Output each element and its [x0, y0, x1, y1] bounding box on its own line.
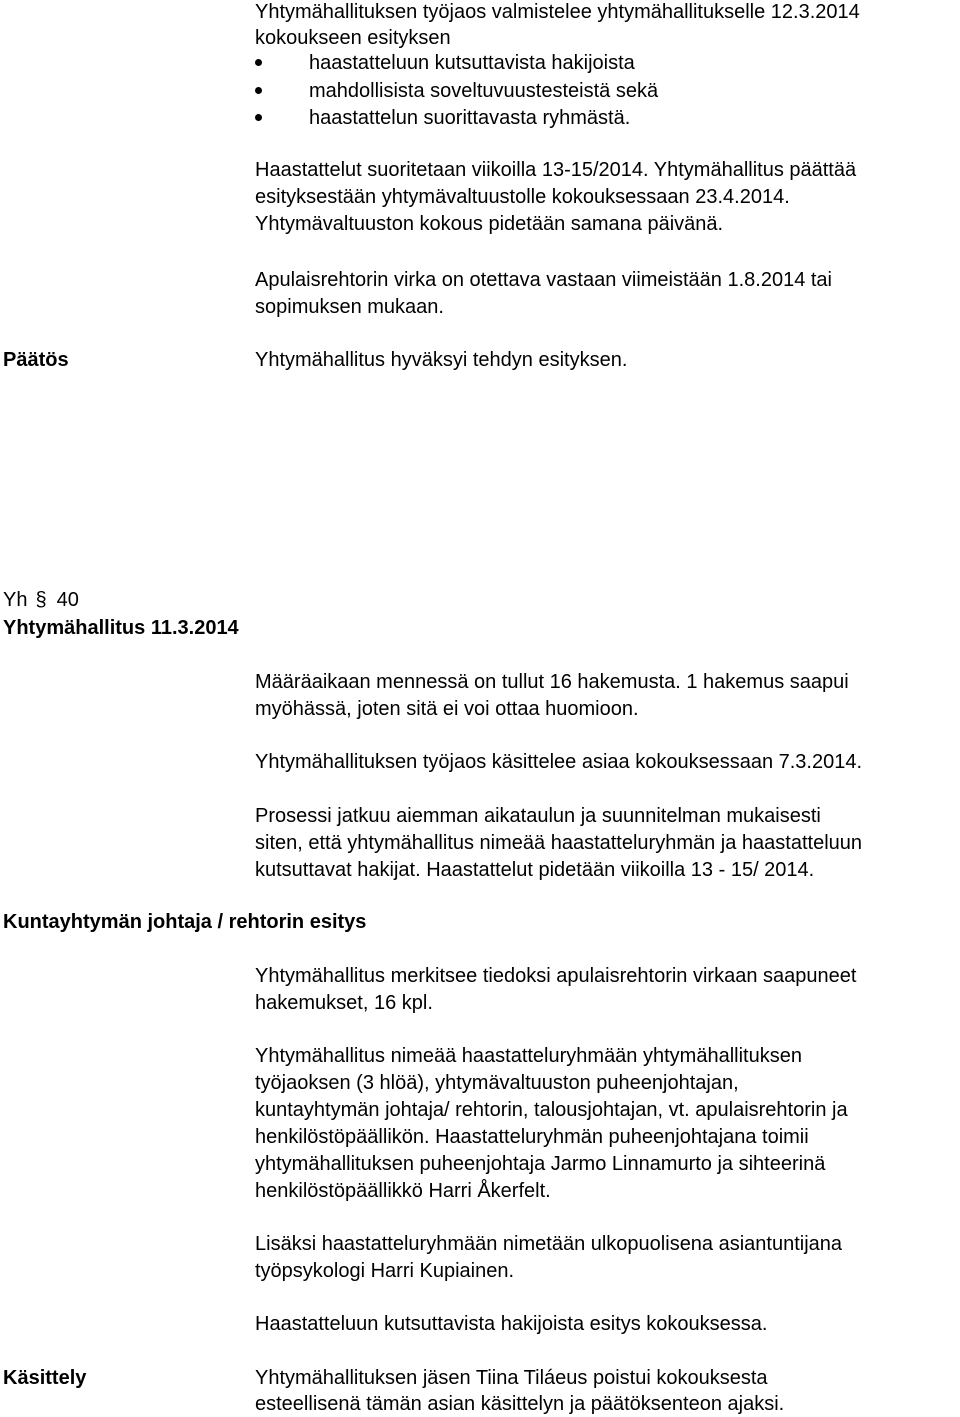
bullet-icon [255, 87, 262, 94]
body-date-heading: Yhtymähallitus 11.3.2014 [3, 617, 239, 639]
text-line: työpsykologi Harri Kupiainen. [255, 1260, 515, 1282]
text-line: työjaoksen (3 hlöä), yhtymävaltuuston puheenjohtajan, [255, 1072, 739, 1094]
text-line: Yhtymähallituksen työjaos käsittelee asiaa kokouksessaan 7.3.2014. [255, 751, 863, 773]
text-line: kuntayhtymän johtaja/ rehtorin, talousjohtajan, vt. apulaisrehtorin ja [255, 1099, 848, 1121]
text-line: Määräaikaan mennessä on tullut 16 hakemusta. 1 hakemus saapui [255, 671, 849, 693]
text-line: Yhtymähallituksen jäsen Tiina Tiláeus poistui kokouksesta [255, 1367, 768, 1389]
text-line: yhtymähallituksen puheenjohtaja Jarmo Linnamurto ja sihteerinä [255, 1153, 826, 1175]
list-item: mahdollisista soveltuvuustesteistä sekä [309, 80, 659, 102]
text-line: Yhtymähallitus merkitsee tiedoksi apulaisrehtorin virkaan saapuneet [255, 965, 857, 987]
text-line: Prosessi jatkuu aiemman aikataulun ja suunnitelman mukaisesti [255, 805, 821, 827]
text-line: Lisäksi haastatteluryhmään nimetään ulkopuolisena asiantuntijana [255, 1233, 843, 1255]
section-number [3, 587, 79, 613]
section-no: 40 [56, 589, 79, 611]
section-prefix: Yh [3, 589, 28, 611]
section-sign: § [35, 589, 47, 611]
text-line: Yhtymähallitus nimeää haastatteluryhmään yhtymähallituksen [255, 1045, 802, 1067]
text-line: kokoukseen esityksen [255, 27, 451, 49]
text-line: sopimuksen mukaan. [255, 296, 444, 318]
text-line: Yhtymävaltuuston kokous pidetään samana päivänä. [255, 213, 724, 235]
text-line: Yhtymähallituksen työjaos valmistelee yhtymähallitukselle 12.3.2014 [255, 1, 860, 23]
proposal-label: Kuntayhtymän johtaja / rehtorin esitys [3, 911, 367, 933]
text-line: myöhässä, joten sitä ei voi ottaa huomioon. [255, 698, 639, 720]
text-line: esityksestään yhtymävaltuustolle kokouksessaan 23.4.2014. [255, 186, 790, 208]
list-item: haastatteluun kutsuttavista hakijoista [309, 52, 635, 74]
text-line: kutsuttavat hakijat. Haastattelut pidetään viikoilla 13 - 15/ 2014. [255, 859, 815, 881]
text-line: hakemukset, 16 kpl. [255, 992, 433, 1014]
text-line: henkilöstöpäällikön. Haastatteluryhmän puheenjohtajana toimii [255, 1126, 809, 1148]
text-line: siten, että yhtymähallitus nimeää haastatteluryhmän ja haastatteluun [255, 832, 863, 854]
decision-label: Päätös [3, 349, 69, 371]
text-line: henkilöstöpäällikkö Harri Åkerfelt. [255, 1180, 551, 1202]
list-item: haastattelun suorittavasta ryhmästä. [309, 107, 631, 129]
decision-text: Yhtymähallitus hyväksyi tehdyn esityksen. [255, 349, 628, 371]
bullet-icon [255, 114, 262, 121]
text-line: Apulaisrehtorin virka on otettava vastaan viimeistään 1.8.2014 tai [255, 269, 833, 291]
text-line: Haastattelut suoritetaan viikoilla 13-15/2014. Yhtymähallitus päättää [255, 159, 857, 181]
bullet-icon [255, 59, 262, 66]
text-line: esteellisenä tämän asian käsittelyn ja päätöksenteon ajaksi. [255, 1393, 785, 1415]
handling-label: Käsittely [3, 1367, 87, 1389]
text-line: Haastatteluun kutsuttavista hakijoista esitys kokouksessa. [255, 1313, 768, 1335]
